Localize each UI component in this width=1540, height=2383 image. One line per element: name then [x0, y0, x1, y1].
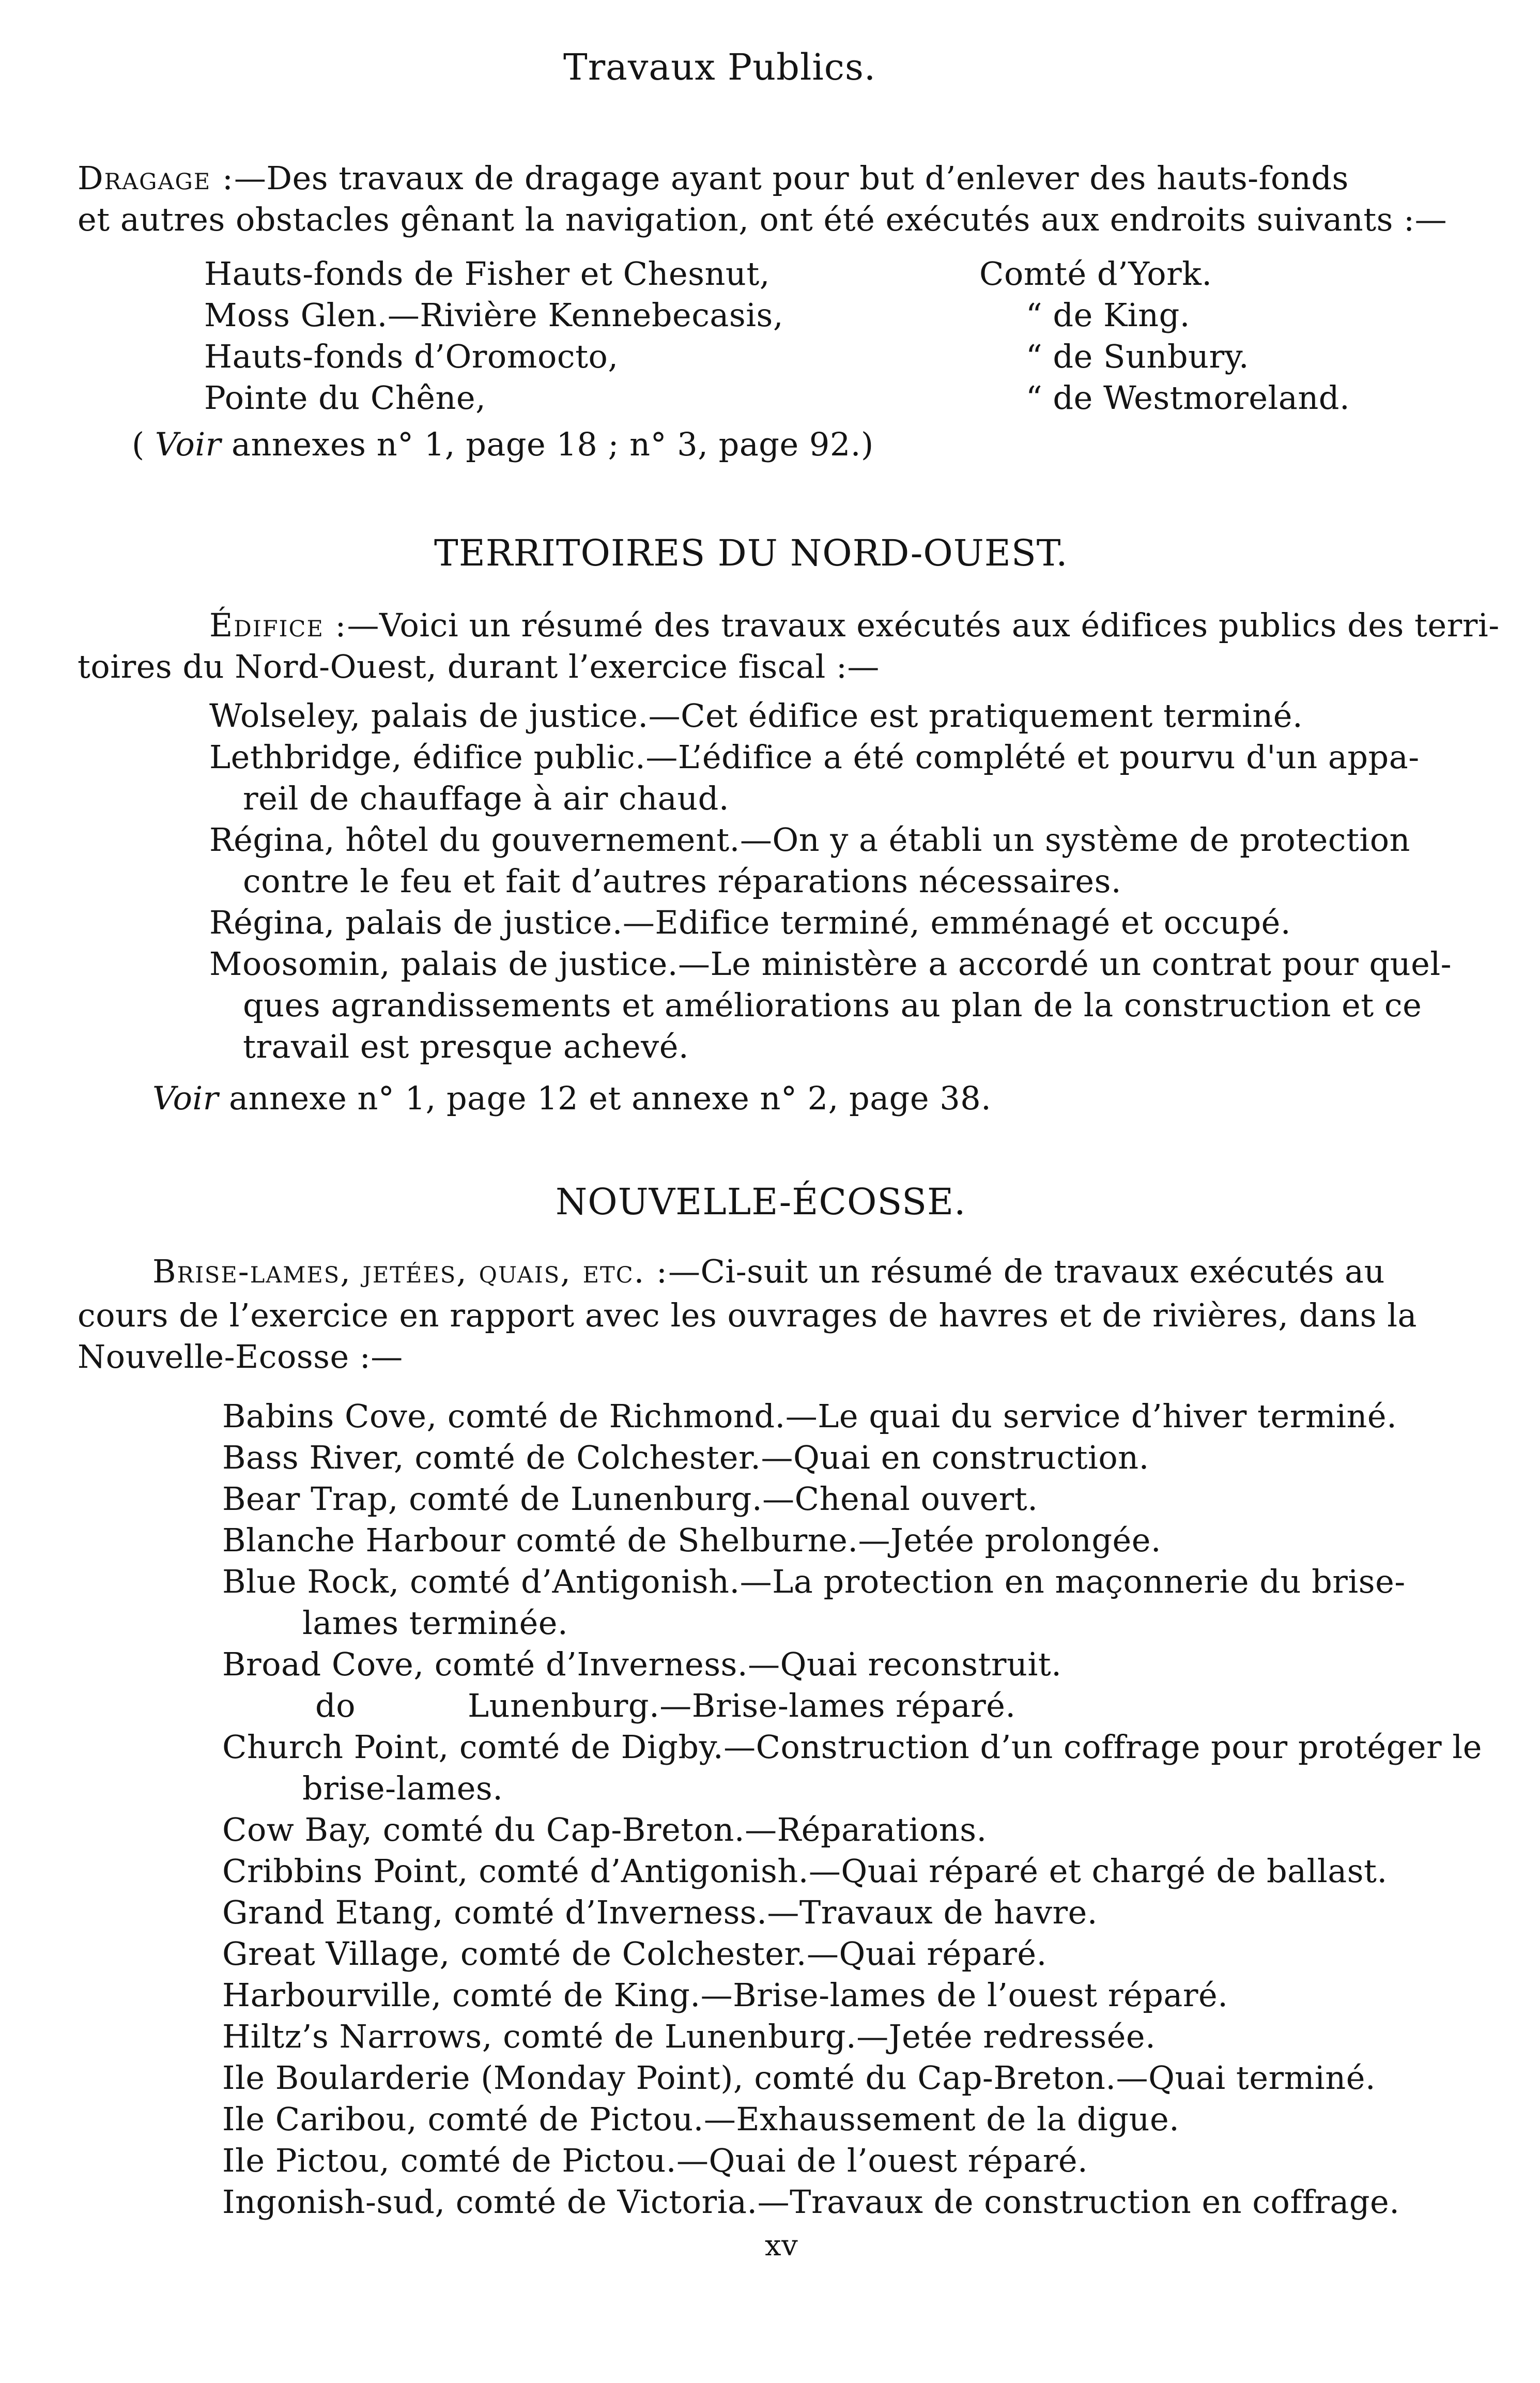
dragage-heading: Dragage :	[78, 159, 234, 197]
dragage-county: “ de Westmoreland.	[1026, 379, 1350, 417]
nord-ouest-entry: Lethbridge, édifice public.—L’édifice a été complété et pourvu d'un appa-	[209, 738, 1420, 776]
dragage-county: “ de Sunbury.	[1026, 338, 1250, 375]
nord-ouest-entry: Moosomin, palais de justice.—Le ministère a accordé un contrat pour quel-	[209, 945, 1452, 983]
nord-ouest-reference: Voir annexe n° 1, page 12 et annexe n° 2, page 38.	[152, 1079, 992, 1117]
nouvelle-ecosse-entry: Bass River, comté de Colchester.—Quai en construction.	[222, 1439, 1149, 1476]
dragage-place: Hauts-fonds d’Oromocto,	[204, 338, 619, 375]
nord-ouest-entry: Régina, palais de justice.—Edifice terminé, emménagé et occupé.	[209, 904, 1291, 941]
page-number: xv	[765, 2229, 798, 2263]
dragage-intro-line-2: et autres obstacles gênant la navigation, ont été exécutés aux endroits suivants :—	[78, 201, 1447, 238]
nouvelle-ecosse-entry: Harbourville, comté de King.—Brise-lames de l’ouest réparé.	[222, 1976, 1228, 2014]
nouvelle-ecosse-entry: Blanche Harbour comté de Shelburne.—Jetée prolongée.	[222, 1521, 1162, 1559]
nouvelle-ecosse-entry: Blue Rock, comté d’Antigonish.—La protection en maçonnerie du brise-	[222, 1563, 1406, 1600]
nouvelle-ecosse-entry: Church Point, comté de Digby.—Construction d’un coffrage pour protéger le	[222, 1728, 1482, 1766]
nouvelle-ecosse-entry: Great Village, comté de Colchester.—Quai réparé.	[222, 1935, 1047, 1973]
nouvelle-ecosse-entry: Broad Cove, comté d’Inverness.—Quai reconstruit.	[222, 1645, 1062, 1683]
nouvelle-ecosse-entry: Ile Boularderie (Monday Point), comté du Cap-Breton.—Quai terminé.	[222, 2059, 1376, 2097]
nord-ouest-entry-cont: reil de chauffage à air chaud.	[243, 780, 730, 817]
nouvelle-ecosse-entry: Cribbins Point, comté d’Antigonish.—Quai réparé et chargé de ballast.	[222, 1852, 1388, 1890]
nouvelle-ecosse-entry: Cow Bay, comté du Cap-Breton.—Réparations.	[222, 1811, 987, 1849]
nord-ouest-entry: Wolseley, palais de justice.—Cet édifice est pratiquement terminé.	[209, 697, 1303, 735]
nouvelle-ecosse-entry: Babins Cove, comté de Richmond.—Le quai du service d’hiver terminé.	[222, 1397, 1397, 1435]
nord-ouest-intro-line-2: toires du Nord-Ouest, durant l’exercice fiscal :—	[78, 648, 880, 685]
dragage-county: “ de King.	[1026, 296, 1190, 334]
dragage-reference: ( Voir annexes n° 1, page 18 ; n° 3, page 92.)	[132, 425, 874, 463]
nord-ouest-entry: Régina, hôtel du gouvernement.—On y a établi un système de protection	[209, 821, 1410, 859]
nouvelle-ecosse-intro-line-2: cours de l’exercice en rapport avec les ouvrages de havres et de rivières, dans la	[78, 1296, 1418, 1334]
nouvelle-ecosse-heading: Brise-lames, jetées, quais, etc. :	[152, 1252, 668, 1290]
nouvelle-ecosse-entry: Lunenburg.—Brise-lames réparé.	[468, 1687, 1016, 1724]
nouvelle-ecosse-entry-cont: lames terminée.	[302, 1604, 568, 1642]
nouvelle-ecosse-entry: Ile Caribou, comté de Pictou.—Exhaussement de la digue.	[222, 2100, 1180, 2138]
nouvelle-ecosse-intro-line-3: Nouvelle-Ecosse :—	[78, 1338, 403, 1376]
nouvelle-ecosse-entry: Hiltz’s Narrows, comté de Lunenburg.—Jetée redressée.	[222, 2018, 1156, 2055]
nord-ouest-entry-cont: contre le feu et fait d’autres réparations nécessaires.	[243, 862, 1122, 900]
dragage-county: Comté d’York.	[979, 255, 1212, 293]
nord-ouest-intro-line-1: Édifice :—Voici un résumé des travaux exécutés aux édifices publics des terri-	[209, 606, 1500, 644]
nouvelle-ecosse-entry: Bear Trap, comté de Lunenburg.—Chenal ouvert.	[222, 1480, 1038, 1518]
nouvelle-ecosse-intro-line-1: Brise-lames, jetées, quais, etc. :—Ci-suit un résumé de travaux exécutés au	[152, 1252, 1385, 1290]
dragage-place: Hauts-fonds de Fisher et Chesnut,	[204, 255, 770, 293]
dragage-place: Moss Glen.—Rivière Kennebecasis,	[204, 296, 784, 334]
nord-ouest-heading: Édifice :	[209, 606, 347, 644]
nord-ouest-entry-cont: travail est presque achevé.	[243, 1028, 689, 1065]
dragage-place: Pointe du Chêne,	[204, 379, 486, 417]
section-title-nouvelle-ecosse: NOUVELLE-ÉCOSSE.	[556, 1181, 966, 1223]
nouvelle-ecosse-entry: Ingonish-sud, comté de Victoria.—Travaux de construction en coffrage.	[222, 2183, 1400, 2221]
section-title-nord-ouest: TERRITOIRES DU NORD-OUEST.	[434, 532, 1068, 574]
running-head: Travaux Publics.	[563, 46, 876, 88]
nord-ouest-entry-cont: ques agrandissements et améliorations au plan de la construction et ce	[243, 986, 1422, 1024]
nouvelle-ecosse-ditto: do	[315, 1687, 356, 1724]
nouvelle-ecosse-entry: Ile Pictou, comté de Pictou.—Quai de l’ouest réparé.	[222, 2142, 1088, 2179]
dragage-intro-line-1: Dragage :—Des travaux de dragage ayant pour but d’enlever des hauts-fonds	[78, 159, 1349, 197]
nouvelle-ecosse-entry-cont: brise-lames.	[302, 1769, 503, 1807]
nouvelle-ecosse-entry: Grand Etang, comté d’Inverness.—Travaux de havre.	[222, 1893, 1098, 1931]
